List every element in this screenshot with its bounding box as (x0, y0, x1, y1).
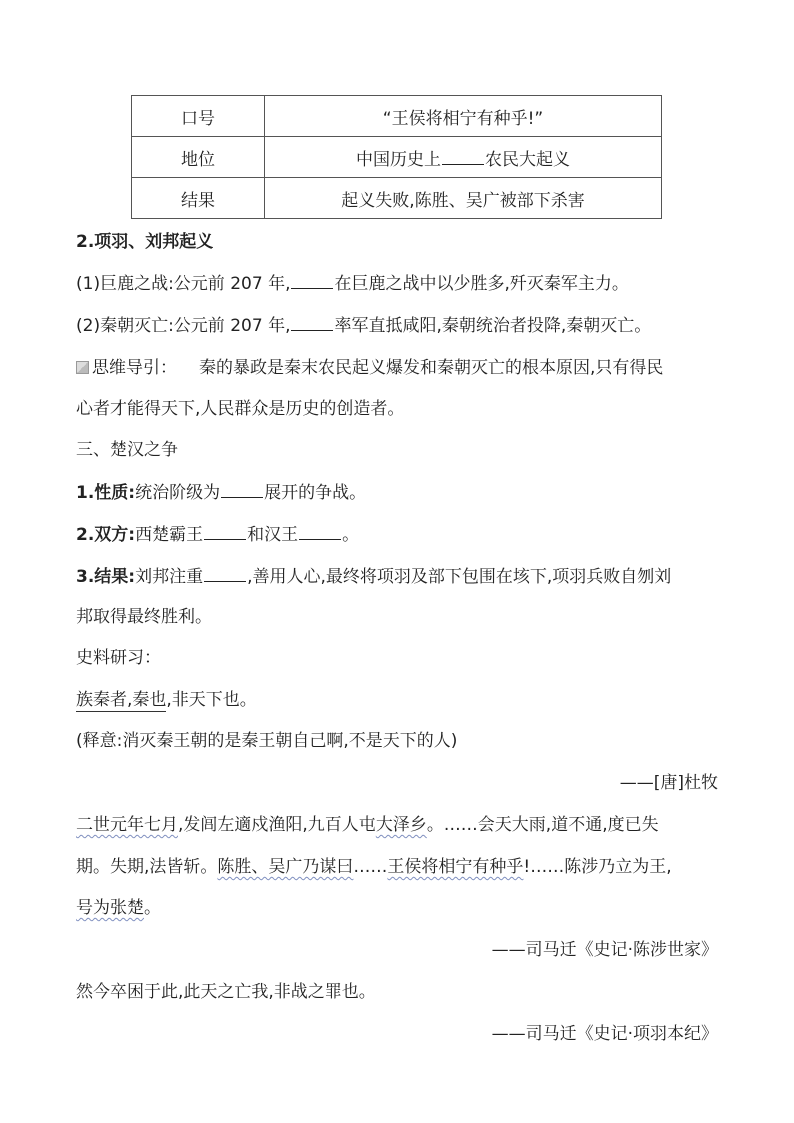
label: 2.双方: (76, 525, 136, 545)
result-line (76, 566, 726, 587)
table-key: 结果 (132, 178, 265, 219)
item-julu-battle (76, 273, 726, 294)
text: 展开的争战。 (264, 483, 367, 503)
item-text: (2)秦朝灭亡:公元前 207 年, (76, 316, 291, 336)
item-text: (1)巨鹿之战:公元前 207 年, (76, 274, 291, 294)
table-key: 地位 (132, 137, 265, 178)
quote-author: ——司马迁《史记·陈涉世家》 (491, 940, 718, 960)
wavy-text: 大泽乡 (375, 815, 427, 835)
fill-blank[interactable] (291, 315, 333, 331)
text: 。 (342, 525, 360, 545)
quote-note: (释意:消灭秦王朝的是秦王朝自己啊,不是天下的人) (76, 731, 458, 751)
wavy-text: 二世元年七月 (76, 815, 178, 835)
table-value-before: 中国历史上 (356, 149, 441, 170)
table-row (132, 178, 662, 219)
text: 期。失期,法皆斩。 (76, 857, 218, 877)
quote-author: ——司马迁《史记·项羽本纪》 (491, 1024, 718, 1044)
thinking-tip (76, 358, 726, 378)
quote-chenshe-line3 (76, 898, 726, 918)
label: 3.结果: (76, 567, 136, 587)
uprising-info-table (131, 95, 662, 219)
fill-blank[interactable] (204, 566, 246, 582)
table-row (132, 96, 662, 137)
item-text: 率军直抵咸阳,秦朝统治者投降,秦朝灭亡。 (334, 316, 652, 336)
tip-label: 思维导引： (92, 358, 177, 378)
text: …… (353, 857, 388, 877)
wavy-text: 王侯将相宁有种乎 (387, 857, 524, 877)
table-key: 口号 (132, 96, 265, 137)
wavy-text: 号为张楚 (76, 898, 144, 918)
table-value-after: 农民大起义 (485, 149, 570, 170)
text: 。 (144, 898, 161, 918)
quote-dumu (76, 690, 726, 710)
sources-heading: 史料研习： (76, 648, 161, 668)
quote-xiangyu: 然今卒困于此,此天之亡我,非战之罪也。 (76, 982, 376, 1002)
table-value: 起义失败,陈胜、吴广被部下杀害 (265, 178, 662, 219)
fill-blank[interactable] (442, 149, 484, 165)
text: 西楚霸王 (135, 525, 204, 545)
text: !……陈涉乃立为王, (523, 857, 672, 877)
table-value: “王侯将相宁有种乎!” (265, 96, 662, 137)
fill-blank[interactable] (291, 273, 333, 289)
text: ,善用人心,最终将项羽及部下包围在垓下,项羽兵败自刎刘 (247, 567, 672, 587)
item-text: 在巨鹿之战中以少胜多,歼灭秦军主力。 (334, 274, 629, 294)
text: 统治阶级为 (135, 483, 221, 503)
sides-line (76, 524, 726, 545)
item-qin-fall (76, 315, 726, 336)
table-row (132, 137, 662, 178)
section-heading-xiangyu-liubang: 2.项羽、刘邦起义 (76, 232, 214, 252)
quote-chenshe-line2 (76, 857, 726, 877)
nature-line (76, 482, 726, 503)
fill-blank[interactable] (299, 524, 341, 540)
result-line2: 邦取得最终胜利。 (76, 607, 212, 627)
tip-icon (76, 361, 89, 374)
section-heading-chu-han: 三、楚汉之争 (76, 440, 178, 460)
label: 1.性质: (76, 483, 136, 503)
fill-blank[interactable] (221, 482, 263, 498)
text: ,非天下也。 (166, 690, 257, 710)
text: ,发闾左適戍渔阳,九百人屯 (178, 815, 376, 835)
tip-text: 秦的暴政是秦末农民起义爆发和秦朝灭亡的根本原因,只有得民 (199, 358, 664, 378)
table-value (265, 137, 662, 178)
fill-blank[interactable] (204, 524, 246, 540)
text: 。……会天大雨,道不通,度已失 (426, 815, 659, 835)
underlined-text: 族秦者,秦也 (76, 690, 167, 710)
tip-text-line2: 心者才能得天下,人民群众是历史的创造者。 (76, 399, 405, 419)
quote-author: ——[唐]杜牧 (619, 773, 718, 793)
text: 刘邦注重 (135, 567, 204, 587)
wavy-text: 陈胜、吴广乃谋曰 (217, 857, 354, 877)
quote-chenshe-line1 (76, 815, 726, 835)
text: 和汉王 (247, 525, 299, 545)
